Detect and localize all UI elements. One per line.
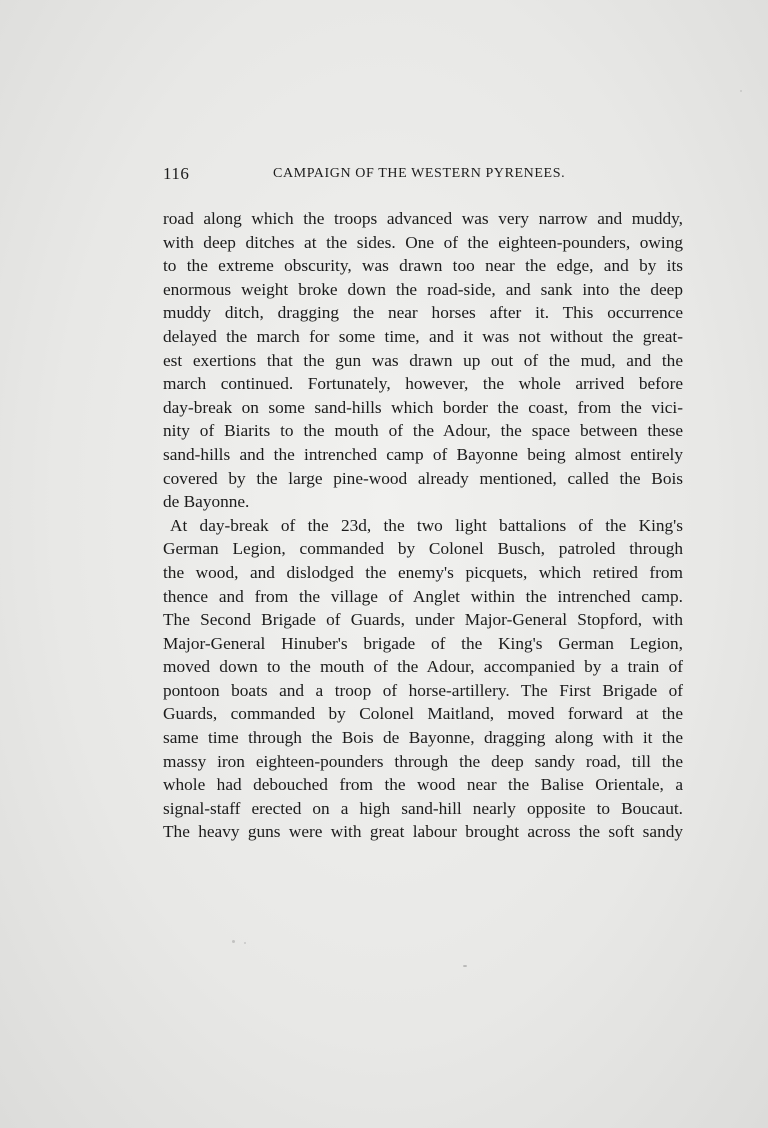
text-line: covered by the large pine-wood already mentioned, called the Bois	[163, 468, 683, 488]
text-line: moved down to the mouth of the Adour, accompanied by a train of	[163, 657, 683, 677]
text-line: signal-staff erected on a high sand-hill nearly opposite to Boucaut.	[163, 798, 683, 818]
text-line: march continued. Fortunately, however, the whole arrived before	[163, 374, 683, 394]
text-line: sand-hills and the intrenched camp of Bayonne being almost entirely	[163, 444, 683, 464]
text-line: whole had debouched from the wood near the Balise Orientale, a	[163, 775, 683, 795]
page-number: 116	[163, 164, 190, 183]
paper-speck	[244, 942, 246, 944]
running-head	[163, 164, 683, 186]
paragraph-start-line: At day-break of the 23d, the two light battalions of the King's	[170, 515, 683, 535]
text-line: to the extreme obscurity, was drawn too near the edge, and by its	[163, 256, 683, 276]
text-line: thence and from the village of Anglet within the intrenched camp.	[163, 586, 683, 606]
text-line: The Second Brigade of Guards, under Major-General Stopford, with	[163, 610, 683, 630]
paper-speck	[740, 90, 742, 92]
paper-speck	[232, 940, 235, 943]
text-line: enormous weight broke down the road-side, and sank into the deep	[163, 279, 683, 299]
text-line: The heavy guns were with great labour brought across the soft sandy	[163, 822, 683, 842]
text-line: road along which the troops advanced was very narrow and muddy,	[163, 209, 683, 228]
text-line: pontoon boats and a troop of horse-artillery. The First Brigade of	[163, 680, 683, 700]
text-line: nity of Biarits to the mouth of the Adour, the space between these	[163, 421, 683, 441]
text-line: muddy ditch, dragging the near horses after it. This occurrence	[163, 303, 683, 323]
body-text	[163, 207, 683, 844]
paragraph-end-line: de Bayonne.	[163, 492, 250, 512]
text-line: German Legion, commanded by Colonel Busch, patroled through	[163, 539, 683, 559]
text-line: with deep ditches at the sides. One of the eighteen-pounders, owing	[163, 232, 683, 252]
text-line: est exertions that the gun was drawn up out of the mud, and the	[163, 350, 683, 370]
text-line: same time through the Bois de Bayonne, dragging along with it the	[163, 728, 683, 748]
text-line: Major-General Hinuber's brigade of the King's German Legion,	[163, 633, 683, 653]
text-line: delayed the march for some time, and it was not without the great-	[163, 326, 683, 346]
text-line: Guards, commanded by Colonel Maitland, moved forward at the	[163, 704, 683, 724]
text-line: the wood, and dislodged the enemy's picquets, which retired from	[163, 562, 683, 582]
text-line: day-break on some sand-hills which border the coast, from the vici-	[163, 397, 683, 417]
text-line: massy iron eighteen-pounders through the deep sandy road, till the	[163, 751, 683, 771]
paper-speck	[463, 965, 467, 967]
running-title: CAMPAIGN OF THE WESTERN PYRENEES.	[273, 166, 566, 181]
